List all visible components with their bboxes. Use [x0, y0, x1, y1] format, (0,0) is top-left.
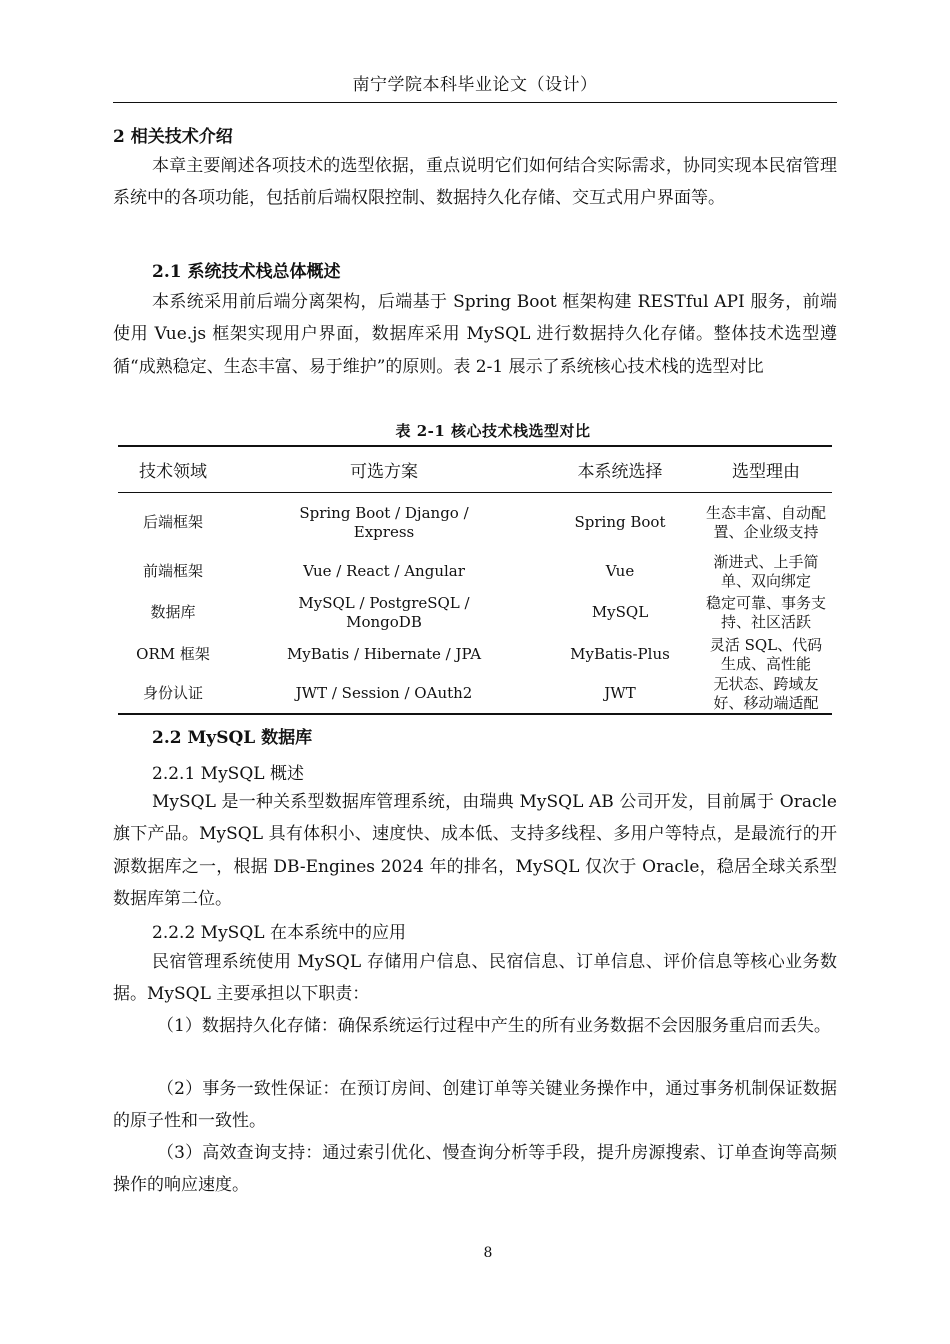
table-cell-choice: MySQL: [591, 603, 649, 621]
table-cell-reason: 生态丰富、自动配置、企业级支持: [705, 503, 826, 541]
section-2-1-text: 本系统采用前后端分离架构，后端基于 Spring Boot 框架构建 RESTful API 服务，前端使用 Vue.js 框架实现用户界面，数据库采用 MySQL 进行数据持久化存储。整体技术选型遵循“成熟稳定、生态丰富、易于维护”的原则。表 2-1 展示了系统核心技术栈的选型对比: [113, 292, 837, 377]
table-cell-choice: JWT: [604, 684, 636, 702]
list-item: （2）事务一致性保证：在预订房间、创建订单等关键业务操作中，通过事务机制保证数据的原子性和一致性。: [113, 1079, 837, 1132]
table-row: [118, 675, 832, 714]
section-2-2-1-text: MySQL 是一种关系型数据库管理系统，由瑞典 MySQL AB 公司开发，目前属于 Oracle 旗下产品。MySQL 具有体积小、速度快、成本低、支持多线程、多用户等特点，是最流行的开源数据库之一，根据 DB-Engines 2024 年的排名，MySQL 仅次于 Oracle，稳居全球关系型数据库第二位。: [113, 792, 837, 909]
section-2-heading: 2 相关技术介绍: [113, 127, 233, 147]
table-cell-choice: Spring Boot: [574, 513, 666, 532]
list-item: （1）数据持久化存储：确保系统运行过程中产生的所有业务数据不会因服务重启而丢失。: [157, 1016, 831, 1036]
running-header: 南宁学院本科毕业论文（设计）: [113, 70, 837, 103]
table-cell-options: JWT / Session / OAuth2: [295, 684, 473, 702]
table-header-cell: 选型理由: [700, 446, 832, 493]
section-2-2-1-heading: 2.2.1 MySQL 概述: [152, 764, 304, 784]
list-item: （3）高效查询支持：通过索引优化、慢查询分析等手段，提升房源搜索、订单查询等高频操作的响应速度。: [113, 1143, 837, 1196]
table-header-cell: 可选方案: [228, 446, 540, 493]
table-cell-reason: 稳定可靠、事务支持、社区活跃: [705, 593, 826, 631]
table-row: [118, 635, 832, 675]
table-cell-domain: 身份认证: [142, 684, 203, 702]
table-cell-domain: 前端框架: [142, 562, 203, 580]
table-cell-choice: Vue: [605, 562, 635, 580]
section-2-2-2-text: 民宿管理系统使用 MySQL 存储用户信息、民宿信息、订单信息、评价信息等核心业务数据。MySQL 主要承担以下职责：: [113, 952, 837, 1005]
table-cell-domain: 后端框架: [142, 513, 203, 532]
table-caption: 表 2-1 核心技术栈选型对比: [395, 422, 591, 440]
section-2-1-heading: 2.1 系统技术栈总体概述: [152, 262, 341, 282]
table-cell-domain: 数据库: [150, 603, 196, 621]
table-cell-reason: 无状态、跨域友好、移动端适配: [713, 674, 819, 712]
table-cell-options: Spring Boot / Django / Express: [299, 503, 469, 541]
table-cell-options: Vue / React / Angular: [303, 562, 465, 580]
table-row: [118, 493, 832, 553]
table-row: [118, 553, 832, 591]
section-2-intro: 本章主要阐述各项技术的选型依据，重点说明它们如何结合实际需求，协同实现本民宿管理系统中的各项功能，包括前后端权限控制、数据持久化存储、交互式用户界面等。: [113, 156, 837, 209]
section-2-2-heading: 2.2 MySQL 数据库: [152, 728, 313, 748]
section-2-2-2-heading: 2.2.2 MySQL 在本系统中的应用: [152, 923, 406, 943]
table-cell-choice: MyBatis-Plus: [570, 645, 670, 663]
table-cell-options: MyBatis / Hibernate / JPA: [286, 645, 482, 663]
table-cell-options: MySQL / PostgreSQL / MongoDB: [298, 593, 470, 631]
tech-stack-table: [118, 445, 832, 715]
table-cell-reason: 渐进式、上手简单、双向绑定: [713, 552, 819, 590]
table-cell-reason: 灵活 SQL、代码生成、高性能: [709, 635, 823, 673]
table-header-cell: 本系统选择: [540, 446, 700, 493]
table-header-row: [118, 446, 832, 493]
page-number: 8: [483, 1245, 493, 1261]
table-row: [118, 591, 832, 635]
table-header-cell: 技术领域: [118, 446, 228, 493]
table-cell-domain: ORM 框架: [136, 645, 210, 663]
